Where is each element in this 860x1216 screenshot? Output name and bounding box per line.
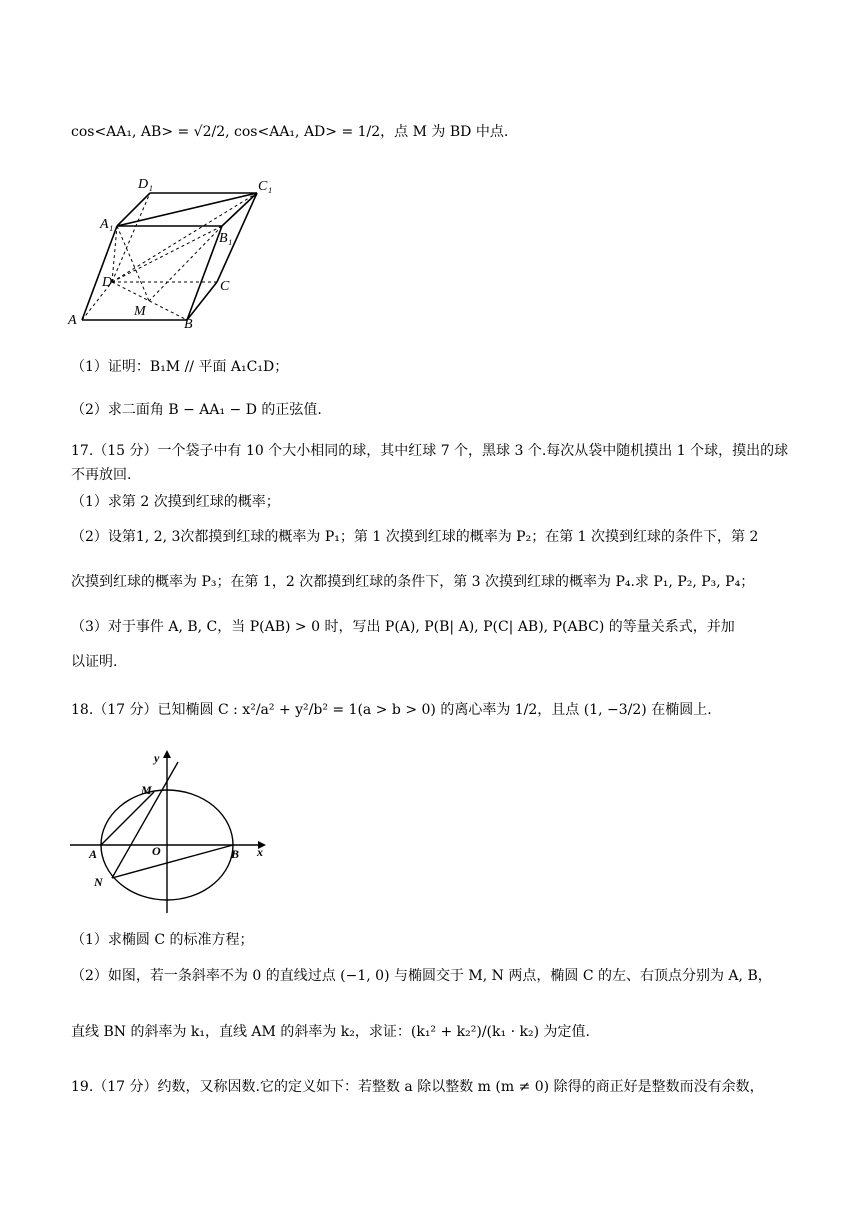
q18-stem: 18.（17 分）已知椭圆 C : x²/a² + y²/b² = 1(a > b > 0) 的离心率为 1/2，且点 (1, −3/2) 在椭圆上.: [71, 702, 712, 718]
line-mn: [112, 762, 178, 878]
label-c1: C₁: [258, 179, 273, 194]
edge-a1-d1: [117, 193, 150, 226]
q18-part2-line2: 直线 BN 的斜率为 k₁，直线 AM 的斜率为 k₂，求证：(k₁² + k₂²)/(k₁ · k₂) 为定值.: [71, 1024, 590, 1040]
q17-part3-line2: 以证明.: [71, 654, 118, 670]
q18-part1: （1）求椭圆 C 的标准方程；: [71, 932, 254, 948]
q16-part1: （1）证明：B₁M // 平面 A₁C₁D；: [71, 359, 289, 375]
y-axis-arrow-icon: [163, 750, 171, 758]
hidden-edge-d-d1: [112, 193, 150, 282]
q17-part3-line1: （3）对于事件 A, B, C，当 P(AB) > 0 时，写出 P(A), P(B| A), P(C| AB), P(ABC) 的等量关系式，并加: [71, 619, 735, 635]
line-bn: [112, 845, 233, 878]
label-b: B: [231, 847, 240, 861]
label-a: A: [89, 847, 98, 861]
q17-part2-line2: 次摸到红球的概率为 P₃；在第 1，2 次都摸到红球的条件下，第 3 次摸到红球的概率为 P₄.求 P₁, P₂, P₃, P₄；: [71, 574, 755, 590]
q17-stem: 17.（15 分）一个袋子中有 10 个大小相同的球，其中红球 7 个，黑球 3 个.每次从袋中随机摸出 1 个球，摸出的球不再放回.: [71, 443, 789, 483]
edge-b1-c1: [222, 193, 257, 226]
edge-a-a1: [82, 226, 117, 320]
label-b1: B₁: [219, 231, 233, 246]
label-y: y: [154, 751, 160, 765]
label-d: D: [102, 275, 113, 290]
label-c: C: [220, 279, 230, 294]
label-d1: D₁: [138, 177, 153, 192]
q17-part1: （1）求第 2 次摸到红球的概率；: [71, 494, 280, 510]
hidden-edge-d-c1: [112, 193, 257, 282]
q17-part2-line1: （2）设第1, 2, 3次都摸到红球的概率为 P₁；第 1 次摸到红球的概率为 P₂；在第 1 次摸到红球的条件下，第 2: [71, 529, 759, 545]
q19-stem: 19.（17 分）约数，又称因数.它的定义如下：若整数 a 除以整数 m (m ≠ 0) 除得的商正好是整数而没有余数，: [71, 1079, 764, 1095]
label-m: M: [134, 304, 146, 319]
label-n: N: [94, 875, 103, 889]
label-b: B: [184, 317, 193, 332]
edge-b-b1: [187, 226, 222, 320]
q18-part2-line1: （2）如图，若一条斜率不为 0 的直线过点 (−1, 0) 与椭圆交于 M, N 两点，椭圆 C 的左、右顶点分别为 A, B，: [71, 968, 772, 984]
label-o: O: [152, 844, 161, 858]
ellipse-figure: [70, 748, 275, 916]
label-m: M: [141, 783, 152, 797]
top-condition: cos<AA₁, AB> = √2/2, cos<AA₁, AD> = 1/2，点 M 为 BD 中点.: [71, 124, 509, 140]
label-a: A: [68, 313, 77, 328]
edge-b-c: [187, 282, 217, 320]
q16-part2: （2）求二面角 B − AA₁ − D 的正弦值.: [71, 402, 322, 418]
label-a1: A₁: [100, 217, 114, 232]
parallelepiped-figure: [62, 170, 282, 335]
hidden-edge-a1-m: [117, 226, 149, 301]
label-x: x: [257, 845, 263, 859]
